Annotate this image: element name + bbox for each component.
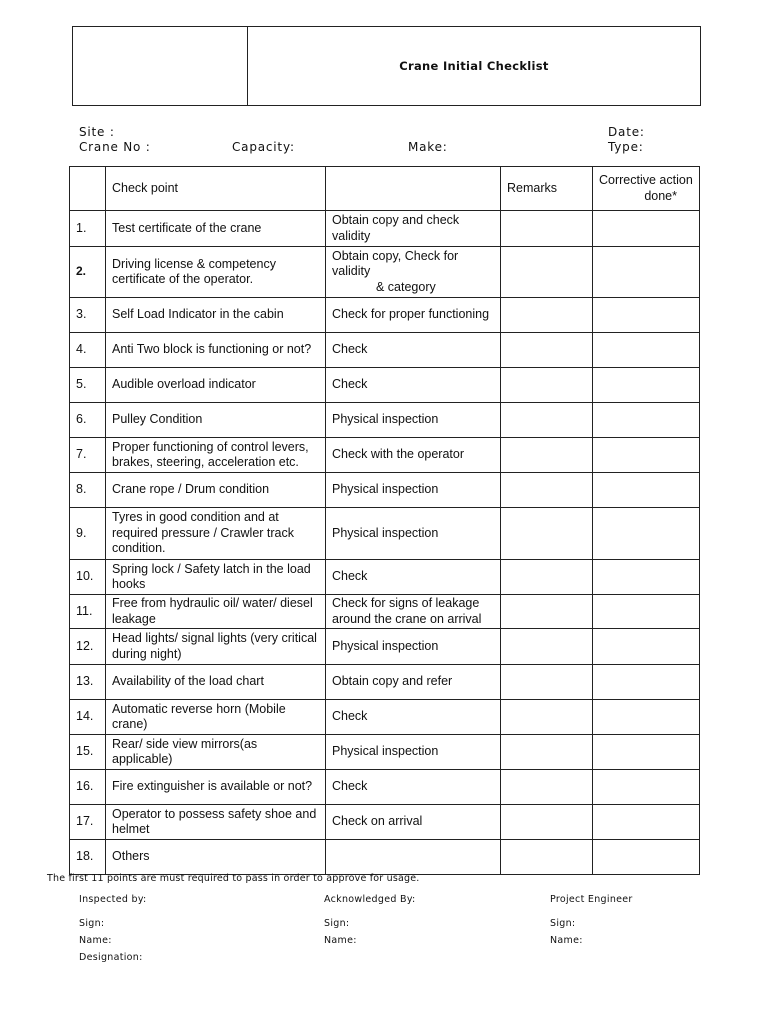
table-row: [70, 840, 700, 875]
table-row: [70, 211, 700, 247]
row-number: 18.: [70, 840, 106, 875]
table-row: [70, 508, 700, 560]
row-number: 9.: [70, 508, 106, 560]
row-remarks-cell[interactable]: [501, 473, 593, 508]
table-row: [70, 403, 700, 438]
row-action: Check with the operator: [326, 438, 501, 473]
row-action: [326, 840, 501, 875]
row-number: 3.: [70, 298, 106, 333]
row-check-point: Operator to possess safety shoe and helmet: [106, 805, 326, 840]
row-number: 1.: [70, 211, 106, 247]
row-corrective-cell[interactable]: [593, 438, 700, 473]
row-check-point: Anti Two block is functioning or not?: [106, 333, 326, 368]
row-action: Physical inspection: [326, 473, 501, 508]
row-number: 4.: [70, 333, 106, 368]
row-number: 8.: [70, 473, 106, 508]
row-corrective-cell[interactable]: [593, 700, 700, 735]
table-header-row: [70, 167, 700, 211]
row-check-point: Driving license & competency certificate of the operator.: [106, 247, 326, 298]
row-action: Check: [326, 333, 501, 368]
row-corrective-cell[interactable]: [593, 247, 700, 298]
header-remarks: Remarks: [501, 167, 593, 211]
project-engineer-label: Project Engineer: [550, 894, 633, 905]
row-check-point: Self Load Indicator in the cabin: [106, 298, 326, 333]
inspector-designation-label: Designation:: [79, 952, 143, 963]
row-remarks-cell[interactable]: [501, 665, 593, 700]
row-remarks-cell[interactable]: [501, 247, 593, 298]
row-number: 7.: [70, 438, 106, 473]
row-action: Obtain copy and check validity: [326, 211, 501, 247]
row-check-point: Rear/ side view mirrors(as applicable): [106, 735, 326, 770]
row-corrective-cell[interactable]: [593, 403, 700, 438]
row-remarks-cell[interactable]: [501, 508, 593, 560]
inspected-by-label: Inspected by:: [79, 894, 147, 905]
row-action-line2: & category: [376, 279, 436, 294]
row-remarks-cell[interactable]: [501, 298, 593, 333]
row-action: Check: [326, 368, 501, 403]
table-row: [70, 665, 700, 700]
inspector-sign-label: Sign:: [79, 918, 105, 929]
document-title: Crane Initial Checklist: [399, 59, 549, 73]
table-row: [70, 560, 700, 595]
row-remarks-cell[interactable]: [501, 735, 593, 770]
acknowledger-name-label: Name:: [324, 935, 357, 946]
row-action: Physical inspection: [326, 735, 501, 770]
header-corrective-line2: done*: [644, 188, 677, 203]
row-number: 10.: [70, 560, 106, 595]
row-number: 13.: [70, 665, 106, 700]
engineer-name-label: Name:: [550, 935, 583, 946]
row-corrective-cell[interactable]: [593, 508, 700, 560]
row-remarks-cell[interactable]: [501, 438, 593, 473]
checklist-table: [69, 166, 700, 875]
row-check-point: Audible overload indicator: [106, 368, 326, 403]
row-check-point: Head lights/ signal lights (very critical during night): [106, 629, 326, 665]
crane-no-label: Crane No :: [79, 140, 151, 154]
row-action: Check on arrival: [326, 805, 501, 840]
row-action: Check: [326, 560, 501, 595]
approval-note: The first 11 points are must required to pass in order to approve for usage.: [47, 873, 420, 884]
table-row: [70, 298, 700, 333]
row-number: 17.: [70, 805, 106, 840]
table-row: [70, 438, 700, 473]
row-corrective-cell[interactable]: [593, 595, 700, 629]
row-remarks-cell[interactable]: [501, 211, 593, 247]
row-corrective-cell[interactable]: [593, 840, 700, 875]
table-row: [70, 368, 700, 403]
make-label: Make:: [408, 140, 448, 154]
table-row: [70, 333, 700, 368]
header-action: [326, 167, 501, 211]
row-action: Check for signs of leakage around the crane on arrival: [326, 595, 501, 629]
row-check-point: Pulley Condition: [106, 403, 326, 438]
table-row: [70, 247, 700, 298]
row-remarks-cell[interactable]: [501, 595, 593, 629]
site-label: Site :: [79, 125, 115, 139]
row-action: Check: [326, 770, 501, 805]
row-check-point: Test certificate of the crane: [106, 211, 326, 247]
row-corrective-cell[interactable]: [593, 560, 700, 595]
header-num: [70, 167, 106, 211]
row-action: Check for proper functioning: [326, 298, 501, 333]
row-action: [326, 247, 501, 298]
row-corrective-cell[interactable]: [593, 735, 700, 770]
row-remarks-cell[interactable]: [501, 333, 593, 368]
row-remarks-cell[interactable]: [501, 770, 593, 805]
row-corrective-cell[interactable]: [593, 298, 700, 333]
row-remarks-cell[interactable]: [501, 629, 593, 665]
table-row: [70, 473, 700, 508]
row-action: Physical inspection: [326, 508, 501, 560]
row-check-point: Proper functioning of control levers, brakes, steering, acceleration etc.: [106, 438, 326, 473]
row-action: Physical inspection: [326, 629, 501, 665]
row-corrective-cell[interactable]: [593, 368, 700, 403]
row-number: 15.: [70, 735, 106, 770]
table-row: [70, 700, 700, 735]
document-header: [72, 26, 701, 106]
row-action: Check: [326, 700, 501, 735]
row-check-point: Tyres in good condition and at required pressure / Crawler track condition.: [106, 508, 326, 560]
row-check-point: Crane rope / Drum condition: [106, 473, 326, 508]
row-number: 16.: [70, 770, 106, 805]
header-corrective-line1: Corrective action: [599, 173, 693, 187]
row-corrective-cell[interactable]: [593, 665, 700, 700]
row-corrective-cell[interactable]: [593, 333, 700, 368]
row-number: 6.: [70, 403, 106, 438]
row-corrective-cell[interactable]: [593, 629, 700, 665]
table-row: [70, 770, 700, 805]
table-row: [70, 805, 700, 840]
row-number: 14.: [70, 700, 106, 735]
acknowledger-sign-label: Sign:: [324, 918, 350, 929]
row-check-point: Spring lock / Safety latch in the load hooks: [106, 560, 326, 595]
row-check-point: Automatic reverse horn (Mobile crane): [106, 700, 326, 735]
row-remarks-cell[interactable]: [501, 840, 593, 875]
capacity-label: Capacity:: [232, 140, 295, 154]
acknowledged-by-label: Acknowledged By:: [324, 894, 416, 905]
row-remarks-cell[interactable]: [501, 403, 593, 438]
row-remarks-cell[interactable]: [501, 368, 593, 403]
row-check-point: Fire extinguisher is available or not?: [106, 770, 326, 805]
table-row: [70, 629, 700, 665]
row-number: 11.: [70, 595, 106, 629]
row-remarks-cell[interactable]: [501, 700, 593, 735]
row-check-point: Free from hydraulic oil/ water/ diesel leakage: [106, 595, 326, 629]
row-check-point: Others: [106, 840, 326, 875]
logo-placeholder: [73, 27, 248, 105]
row-check-point: Availability of the load chart: [106, 665, 326, 700]
row-number: 5.: [70, 368, 106, 403]
row-number: 2.: [70, 247, 106, 298]
header-corrective-action: [593, 167, 700, 211]
row-remarks-cell[interactable]: [501, 560, 593, 595]
type-label: Type:: [608, 140, 644, 154]
row-corrective-cell[interactable]: [593, 473, 700, 508]
header-check-point: Check point: [106, 167, 326, 211]
table-row: [70, 735, 700, 770]
table-row: [70, 595, 700, 629]
row-action: Physical inspection: [326, 403, 501, 438]
row-corrective-cell[interactable]: [593, 770, 700, 805]
row-action-line1: Obtain copy, Check for validity: [332, 248, 459, 279]
date-label: Date:: [608, 125, 645, 139]
inspector-name-label: Name:: [79, 935, 112, 946]
row-action: Obtain copy and refer: [326, 665, 501, 700]
row-corrective-cell[interactable]: [593, 211, 700, 247]
row-corrective-cell[interactable]: [593, 805, 700, 840]
row-number: 12.: [70, 629, 106, 665]
engineer-sign-label: Sign:: [550, 918, 576, 929]
row-remarks-cell[interactable]: [501, 805, 593, 840]
